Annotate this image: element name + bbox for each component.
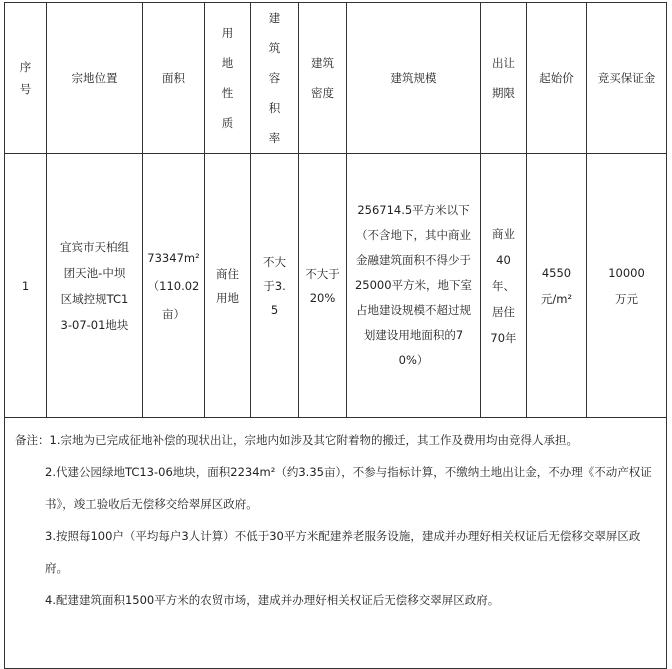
cell-start-price: 4550元/m² [527, 154, 587, 418]
note-1: 备注：1.宗地为已完成征地补偿的现状出让，宗地内如涉及其它附着物的搬迁，其工作及费用均由竞得人承担。 [15, 433, 578, 447]
notes-cell [5, 418, 667, 669]
header-term: 出让期限 [481, 3, 527, 154]
header-start-price: 起始价 [527, 3, 587, 154]
note-3: 3.按照每100户（平均每户3人计算）不低于30平方米配建养老服务设施，建成并办理好相关权证后无偿移交翠屏区政府。 [45, 529, 641, 575]
cell-location: 宜宾市天柏组团天池-中坝区域控规TC13-07-01地块 [47, 154, 143, 418]
cell-area [143, 154, 205, 418]
cell-term: 商业40年、居住70年 [481, 154, 527, 418]
cell-deposit: 10000万元 [587, 154, 667, 418]
header-seq: 序号 [5, 3, 47, 154]
header-land-use: 用地性质 [205, 3, 251, 154]
header-scale: 建筑规模 [347, 3, 481, 154]
note-4: 4.配建建筑面积1500平方米的农贸市场，建成并办理好相关权证后无偿移交翠屏区政府。 [45, 593, 500, 607]
cell-seq: 1 [5, 154, 47, 418]
header-row [5, 3, 667, 154]
notes-row [5, 418, 667, 669]
cell-far: 不大于3.5 [251, 154, 299, 418]
header-location: 宗地位置 [47, 3, 143, 154]
header-density: 建筑密度 [299, 3, 347, 154]
cell-density: 不大于20% [299, 154, 347, 418]
land-auction-table [4, 2, 667, 669]
note-2: 2.代建公园绿地TC13-06地块，面积2234m²（约3.35亩），不参与指标计算，不缴纳土地出让金，不办理《不动产权证书》，竣工验收后无偿移交给翠屏区政府。 [45, 465, 652, 511]
header-far: 建筑容积率 [251, 3, 299, 154]
area-mu: （110.02亩） [147, 278, 200, 321]
area-value: 73347m² [147, 250, 200, 265]
header-deposit: 竞买保证金 [587, 3, 667, 154]
cell-land-use: 商住用地 [205, 154, 251, 418]
table-row [5, 154, 667, 418]
cell-scale: 256714.5平方米以下（不含地下，其中商业金融建筑面积不得少于25000平方米，地下室占地建设规模不超过规划建设用地面积的70%） [347, 154, 481, 418]
header-area: 面积 [143, 3, 205, 154]
